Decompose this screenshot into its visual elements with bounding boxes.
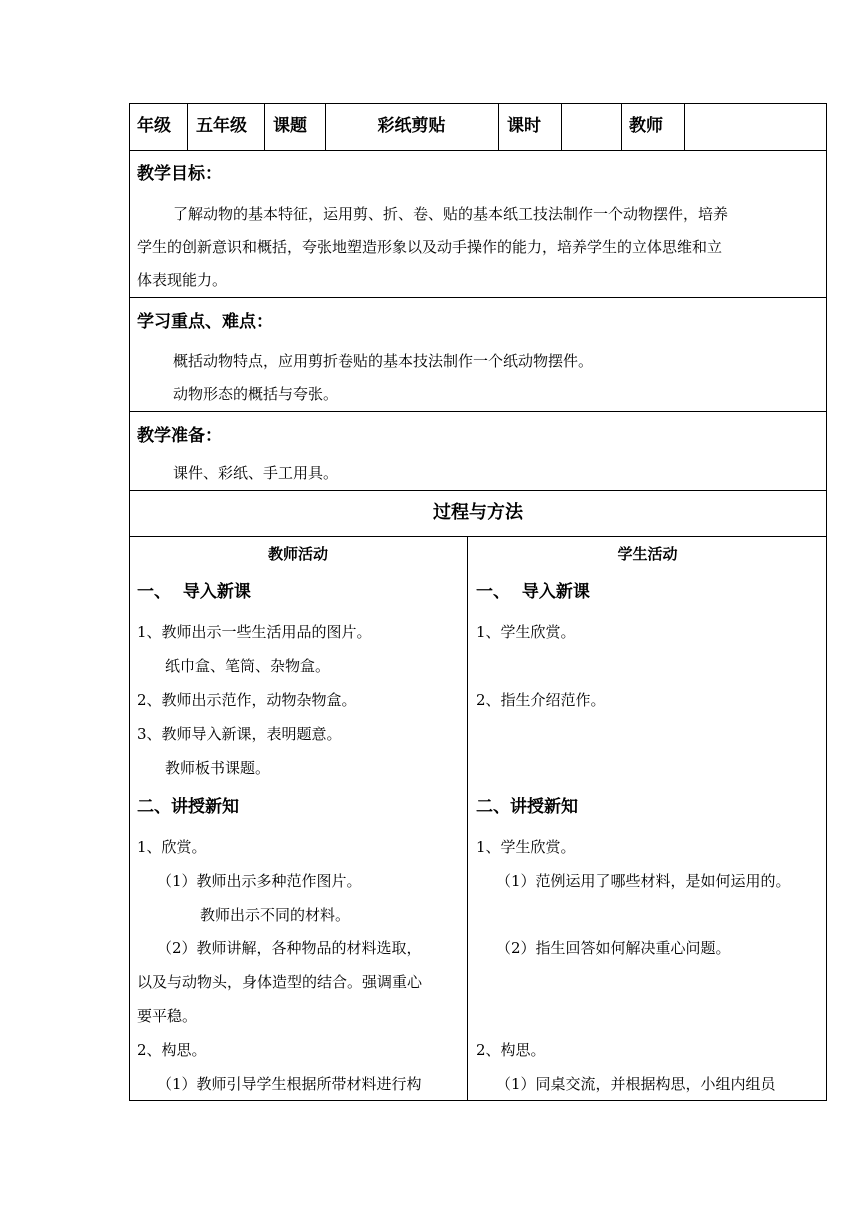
- teacher-section-1: 一、 导入新课: [137, 582, 251, 602]
- col-divider: [621, 103, 622, 150]
- student-section-2: 二、讲授新知: [476, 797, 578, 817]
- student-section-1: 一、 导入新课: [476, 582, 590, 602]
- col-divider: [684, 103, 685, 150]
- objectives-title: 教学目标：: [137, 164, 222, 184]
- teacher-line: 教师板书课题。: [165, 759, 271, 777]
- topic-value: 彩纸剪贴: [377, 116, 446, 136]
- preparation-title: 教学准备：: [137, 426, 222, 446]
- col-divider: [561, 103, 562, 150]
- grade-label: 年级: [137, 116, 171, 136]
- teacher-line: 2、构思。: [137, 1041, 207, 1059]
- student-line: 2、指生介绍范作。: [476, 691, 606, 709]
- row-divider: [129, 536, 827, 537]
- teacher-line: 1、教师出示一些生活用品的图片。: [137, 623, 372, 641]
- process-title: 过程与方法: [433, 502, 523, 523]
- teacher-line: 教师出示不同的材料。: [200, 906, 351, 924]
- teacher-label: 教师: [629, 116, 663, 136]
- teacher-line: （1）教师引导学生根据所带材料进行构: [157, 1075, 422, 1093]
- student-line: 1、学生欣赏。: [476, 623, 576, 641]
- col-divider: [187, 103, 188, 150]
- teacher-line: 要平稳。: [137, 1007, 198, 1025]
- period-label: 课时: [507, 116, 541, 136]
- teacher-line: 3、教师导入新课，表明题意。: [137, 725, 342, 743]
- row-divider: [129, 490, 827, 491]
- key-points-title: 学习重点、难点：: [137, 312, 273, 332]
- row-divider: [129, 297, 827, 298]
- teacher-section-2: 二、讲授新知: [137, 797, 239, 817]
- student-col-header: 学生活动: [617, 545, 678, 563]
- student-line: 1、学生欣赏。: [476, 838, 576, 856]
- teacher-line: 1、欣赏。: [137, 838, 207, 856]
- teacher-line: 以及与动物头，身体造型的结合。强调重心: [137, 973, 423, 991]
- key-points-line: 动物形态的概括与夸张。: [173, 385, 339, 403]
- preparation-line: 课件、彩纸、手工用具。: [173, 464, 339, 482]
- col-divider: [467, 536, 468, 1101]
- teacher-line: （1）教师出示多种范作图片。: [157, 872, 362, 890]
- row-divider: [129, 150, 827, 151]
- key-points-line: 概括动物特点，应用剪折卷贴的基本技法制作一个纸动物摆件。: [173, 352, 594, 370]
- objectives-line: 学生的创新意识和概括，夸张地塑造形象以及动手操作的能力，培养学生的立体思维和立: [137, 238, 723, 256]
- teacher-line: （2）教师讲解，各种物品的材料选取，: [157, 939, 422, 957]
- objectives-line: 了解动物的基本特征，运用剪、折、卷、贴的基本纸工技法制作一个动物摆件，培养: [173, 205, 729, 223]
- student-line: （2）指生回答如何解决重心问题。: [496, 939, 731, 957]
- student-line: （1）范例运用了哪些材料，是如何运用的。: [496, 872, 791, 890]
- topic-label: 课题: [273, 116, 307, 136]
- teacher-col-header: 教师活动: [267, 545, 328, 563]
- col-divider: [498, 103, 499, 150]
- row-divider: [129, 411, 827, 412]
- col-divider: [264, 103, 265, 150]
- student-line: （1）同桌交流，并根据构思，小组内组员: [496, 1075, 776, 1093]
- student-line: 2、构思。: [476, 1041, 546, 1059]
- grade-value: 五年级: [196, 116, 247, 136]
- teacher-line: 纸巾盒、笔筒、杂物盒。: [165, 657, 331, 675]
- teacher-line: 2、教师出示范作，动物杂物盒。: [137, 691, 357, 709]
- objectives-line: 体表现能力。: [137, 271, 228, 289]
